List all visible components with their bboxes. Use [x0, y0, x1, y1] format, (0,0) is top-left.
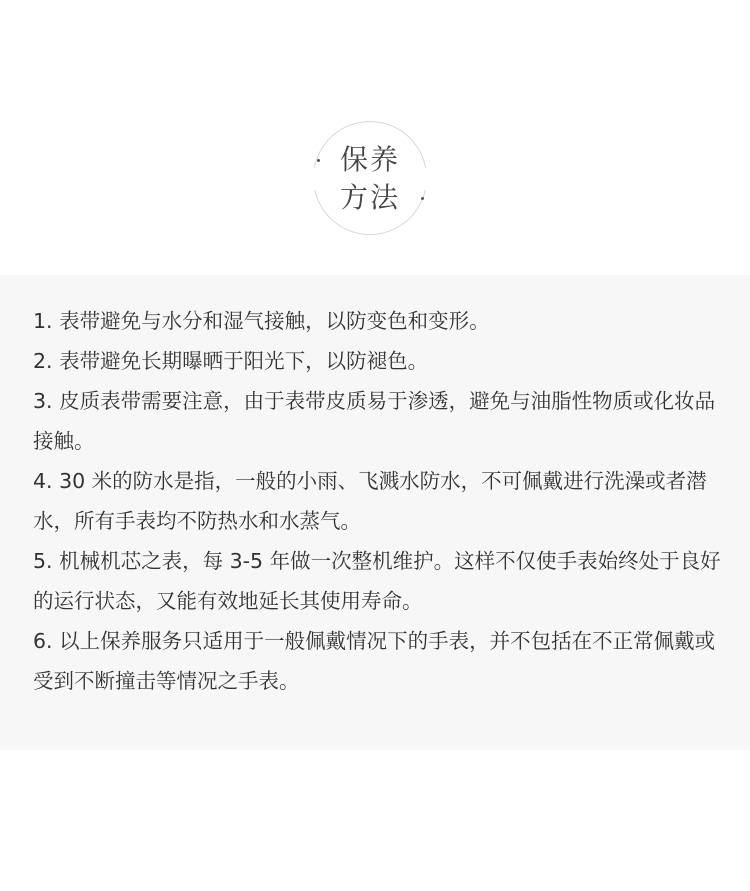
list-item: 3. 皮质表带需要注意，由于表带皮质易于渗透，避免与油脂性物质或化妆品接触。 [33, 389, 716, 453]
page-title-line-1: 保养 [339, 143, 400, 176]
list-item: 5. 机械机芯之表，每 3-5 年做一次整机维护。这样不仅使手表始终处于良好的运行状态，又能有效地延长其使用寿命。 [33, 549, 721, 613]
title-circle-decoration [313, 121, 427, 235]
list-item: 4. 30 米的防水是指，一般的小雨、飞溅水防水，不可佩戴进行洗澡或者潜水，所有手表均不防热水和水蒸气。 [33, 469, 707, 533]
care-instructions-list [33, 301, 723, 701]
page-title-line-2: 方法 [339, 181, 400, 214]
care-instructions-panel [0, 275, 750, 750]
list-item: 1. 表带避免与水分和湿气接触，以防变色和变形。 [33, 309, 490, 333]
list-item: 2. 表带避免长期曝晒于阳光下，以防褪色。 [33, 349, 429, 373]
title-section [0, 0, 750, 275]
list-item: 6. 以上保养服务只适用于一般佩戴情况下的手表，并不包括在不正常佩戴或受到不断撞击等情况之手表。 [33, 629, 716, 693]
